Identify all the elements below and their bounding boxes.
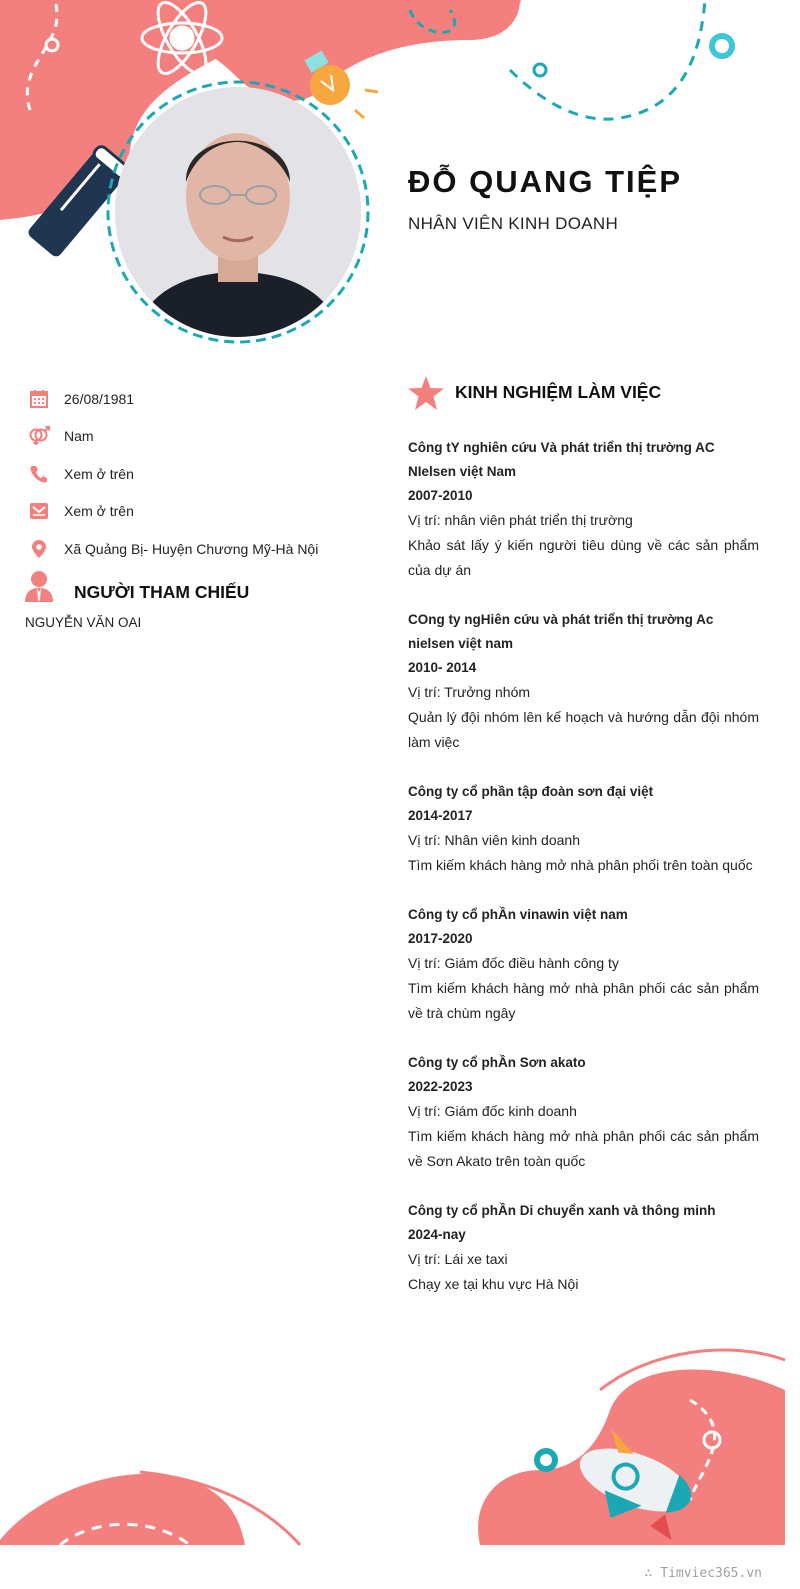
contact-value: Nam (64, 428, 94, 445)
experience-list (408, 436, 759, 1322)
company-name: COng ty ngHiên cứu và phát triển thị trường Ac nielsen việt nam (408, 612, 714, 651)
company-name: Công ty cổ phẦn vinawin việt nam (408, 907, 628, 922)
gender-icon (26, 425, 52, 447)
job-role: Vị trí: nhân viên phát triển thị trường (408, 512, 633, 528)
contact-gender (26, 418, 366, 456)
job-description: Tìm kiếm khách hàng mở nhà phân phối trên toàn quốc (408, 857, 753, 873)
experience-item (408, 903, 759, 1026)
job-description: Khảo sát lấy ý kiến người tiêu dùng về các sản phẩm của dự án (408, 537, 759, 578)
contact-value: 26/08/1981 (64, 390, 135, 407)
contact-value: Xem ở trên (64, 503, 134, 520)
company-name: Công ty cổ phần tập đoàn sơn đại việt (408, 784, 654, 799)
company-name: Công ty cổ phẦn Sơn akato (408, 1055, 586, 1070)
contact-phone (26, 455, 366, 493)
job-description: Tìm kiếm khách hàng mở nhà phân phối các sản phẩm về Sơn Akato trên toàn quốc (408, 1128, 759, 1169)
contact-birthday (26, 380, 366, 418)
experience-item (408, 608, 759, 755)
experience-item (408, 1051, 759, 1174)
job-role: Vị trí: Nhân viên kinh doanh (408, 832, 580, 848)
experience-item (408, 1199, 759, 1297)
reference-title: NGƯỜI THAM CHIẾU (74, 582, 250, 602)
location-icon (26, 538, 52, 560)
job-years: 2014-2017 (408, 808, 473, 823)
company-name: Công ty cổ phẦn Di chuyển xanh và thông minh (408, 1203, 716, 1218)
watermark: ∴ Timviec365.vn (644, 1566, 762, 1581)
contact-email (26, 493, 366, 531)
job-description: Chạy xe tại khu vực Hà Nội (408, 1276, 579, 1292)
company-name: Công tY nghiên cứu Và phát triển thị trường AC NIelsen việt Nam (408, 440, 715, 479)
job-role: Vị trí: Lái xe taxi (408, 1251, 508, 1267)
job-role: Vị trí: Trưởng nhóm (408, 684, 531, 700)
candidate-position: NHÂN VIÊN KINH DOANH (408, 214, 619, 233)
contact-address (26, 530, 366, 568)
profile-photo (115, 87, 361, 337)
job-years: 2010- 2014 (408, 660, 477, 675)
job-role: Vị trí: Giám đốc kinh doanh (408, 1103, 577, 1119)
reference-name: NGUYỄN VĂN OAI (25, 615, 142, 630)
experience-title: KINH NGHIỆM LÀM VIỆC (455, 382, 662, 402)
candidate-name: ĐỖ QUANG TIỆP (408, 164, 683, 199)
calendar-icon (26, 388, 52, 410)
job-role: Vị trí: Giám đốc điều hành công ty (408, 955, 619, 971)
job-description: Tìm kiếm khách hàng mở nhà phân phối các sản phẩm về trà chùm ngây (408, 980, 759, 1021)
contact-value: Xem ở trên (64, 465, 134, 482)
person-icon (24, 570, 54, 607)
experience-item (408, 780, 759, 878)
job-years: 2007-2010 (408, 488, 473, 503)
experience-item (408, 436, 759, 583)
job-years: 2017-2020 (408, 931, 473, 946)
star-icon (408, 376, 444, 415)
job-years: 2022-2023 (408, 1079, 473, 1094)
email-icon (26, 500, 52, 522)
phone-icon (26, 463, 52, 485)
job-description: Quản lý đội nhóm lên kế hoạch và hướng dẫn đội nhóm làm việc (408, 709, 759, 750)
contact-value: Xã Quảng Bị- Huyện Chương Mỹ-Hà Nội (64, 540, 319, 557)
job-years: 2024-nay (408, 1227, 466, 1242)
contact-list (26, 380, 366, 568)
